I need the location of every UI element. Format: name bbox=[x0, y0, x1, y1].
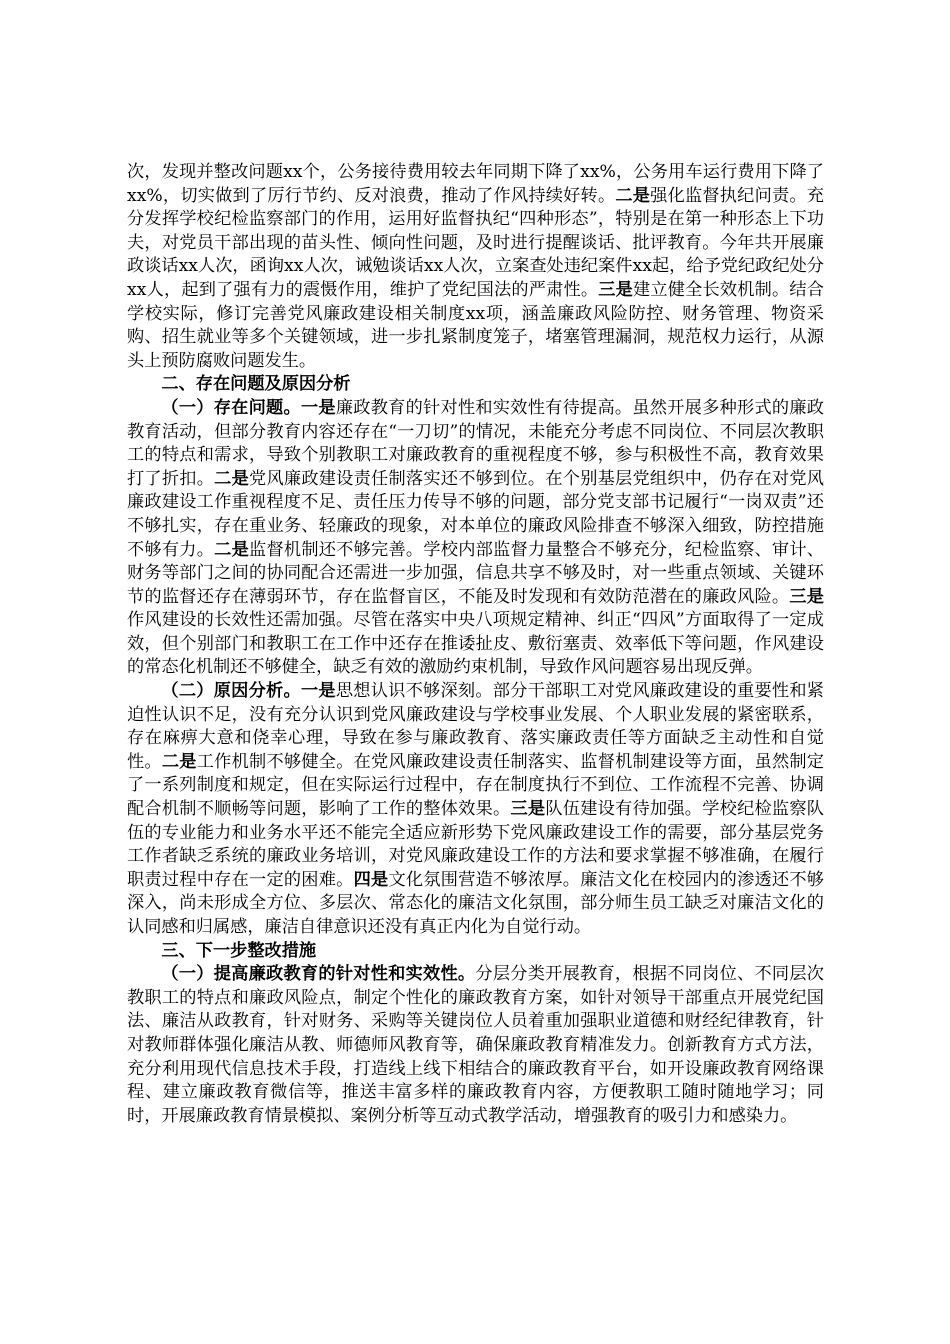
text-run: 队伍建设有待加强。学校纪检监察队伍的专业能力和业务水平还不能完全适应新形势下党风廉政建设工作的需要，部分基层党务工作者缺乏系统的廉政业务培训，对党风廉政建设工作的方法和要求掌握不够准确，在履行职责过程中存在一定的困难。 bbox=[127, 799, 824, 890]
bold-marker: 一是 bbox=[300, 681, 336, 702]
text-run: 文化氛围营造不够浓厚。廉洁文化在校园内的渗透还不够深入，尚未形成全方位、多层次、常态化的廉洁文化氛围，部分师生员工缺乏对廉洁文化的认同感和归属感，廉洁自律意识还没有真正内化为自觉行动。 bbox=[127, 869, 824, 937]
paragraph-education-measures bbox=[127, 963, 824, 1128]
bold-marker: 三是 bbox=[598, 279, 634, 300]
text-run: 监督机制还不够完善。学校内部监督力量整合不够充分，纪检监察、审计、财务等部门之间的协同配合还需进一步加强，信息共享不够及时，对一些重点领域、关键环节的监督还存在薄弱环节，存在监督盲区，不能及时发现和有效防范潜在的廉政风险。 bbox=[127, 539, 824, 607]
text-run: 党风廉政建设责任制落实还不够到位。在个别基层党组织中，仍存在对党风廉政建设工作重视程度不足、责任压力传导不够的问题，部分党支部书记履行“一岗双责”还不够扎实，存在重业务、轻廉政的现象，对本单位的廉政风险排查不够深入细致，防控措施不够有力。 bbox=[127, 468, 824, 560]
section-heading-problems: 二、存在问题及原因分析 bbox=[161, 374, 351, 395]
text-run: 建立健全长效机制。结合学校实际，修订完善党风廉政建设相关制度xx项，涵盖廉政风险防控、财务管理、物资采购、招生就业等多个关键领域，进一步扎紧制度笼子，堵塞管理漏洞，规范权力运行，从源头上预防腐败问题发生。 bbox=[127, 279, 824, 371]
bold-marker: 四是 bbox=[353, 869, 389, 890]
text-run: 思想认识不够深刻。部分干部职工对党风廉政建设的重要性和紧迫性认识不足，没有充分认识到党风廉政建设与学校事业发展、个人职业发展的紧密联系，存在麻痹大意和侥幸心理，导致在参与廉政教育、落实廉政责任等方面缺乏主动性和自觉性。 bbox=[127, 681, 824, 772]
text-run: 分层分类开展教育，根据不同岗位、不同层次教职工的特点和廉政风险点，制定个性化的廉政教育方案，如针对领导干部重点开展党纪国法、廉洁从政教育，针对财务、采购等关键岗位人员着重加强职业道德和财经纪律教育，针对教师群体强化廉洁从教、师德师风教育等，确保廉政教育精准发力。创新教育方式方法，充分利用现代信息技术手段，打造线上线下相结合的廉政教育平台，如开设廉政教育网络课程、建立廉政教育微信等，推送丰富多样的廉政教育内容，方便教职工随时随地学习；同时，开展廉政教育情景模拟、案例分析等互动式教学活动，增强教育的吸引力和感染力。 bbox=[127, 964, 824, 1126]
bold-marker: 二是 bbox=[214, 539, 250, 560]
paragraph-existing-problems bbox=[127, 397, 824, 680]
bold-marker: 二是 bbox=[615, 185, 651, 206]
text-run: 次，发现并整改问题xx个，公务接待费用较去年同期下降了xx%，公务用车运行费用下降了xx%，切实做到了厉行节约、反对浪费，推动了作风持续好转。 bbox=[127, 162, 824, 206]
paragraph-cause-analysis bbox=[127, 680, 824, 940]
bold-marker: 三是 bbox=[510, 799, 546, 820]
subsection-title: （一）提高廉政教育的针对性和实效性。 bbox=[161, 964, 476, 985]
paragraph-supervision-results bbox=[127, 161, 824, 373]
bold-marker: 二是 bbox=[161, 751, 197, 772]
document-body bbox=[127, 161, 824, 1128]
bold-marker: 三是 bbox=[789, 586, 824, 607]
bold-marker: 二是 bbox=[214, 468, 250, 489]
text-run: 作风建设的长效性还需加强。尽管在落实中央八项规定精神、纠正“四风”方面取得了一定成效，但个别部门和教职工在工作中还存在推诿扯皮、敷衍塞责、效率低下等问题，作风建设的常态化机制还不够健全，缺乏有效的激励约束机制，导致作风问题容易出现反弹。 bbox=[127, 610, 824, 678]
text-run: 强化监督执纪问责。充分发挥学校纪检监察部门的作用，运用好监督执纪“四种形态”，特别是在第一种形态上下功夫，对党员干部出现的苗头性、倾向性问题，及时进行提醒谈话、批评教育。今年共开展廉政谈话xx人次，函询xx人次，诫勉谈话xx人次，立案查处违纪案件xx起，给予党纪政纪处分xx人，起到了强有力的震慑作用，维护了党纪国法的严肃性。 bbox=[127, 185, 824, 300]
section-heading-measures: 三、下一步整改措施 bbox=[161, 940, 317, 961]
text-run: 廉政教育的针对性和实效性有待提高。虽然开展多种形式的廉政教育活动，但部分教育内容还存在“一刀切”的情况，未能充分考虑不同岗位、不同层次教职工的特点和需求，导致个别教职工对廉政教育的重视程度不够，参与积极性不高，教育效果打了折扣。 bbox=[127, 397, 824, 489]
text-run: 工作机制不够健全。在党风廉政建设责任制落实、监督机制建设等方面，虽然制定了一系列制度和规定，但在实际运行过程中，存在制度执行不到位、工作流程不完善、协调配合机制不顺畅等问题，影响了工作的整体效果。 bbox=[127, 751, 824, 820]
subsection-title: （一）存在问题。 bbox=[161, 397, 301, 418]
subsection-title: （二）原因分析。 bbox=[161, 681, 301, 702]
bold-marker: 一是 bbox=[300, 397, 336, 418]
